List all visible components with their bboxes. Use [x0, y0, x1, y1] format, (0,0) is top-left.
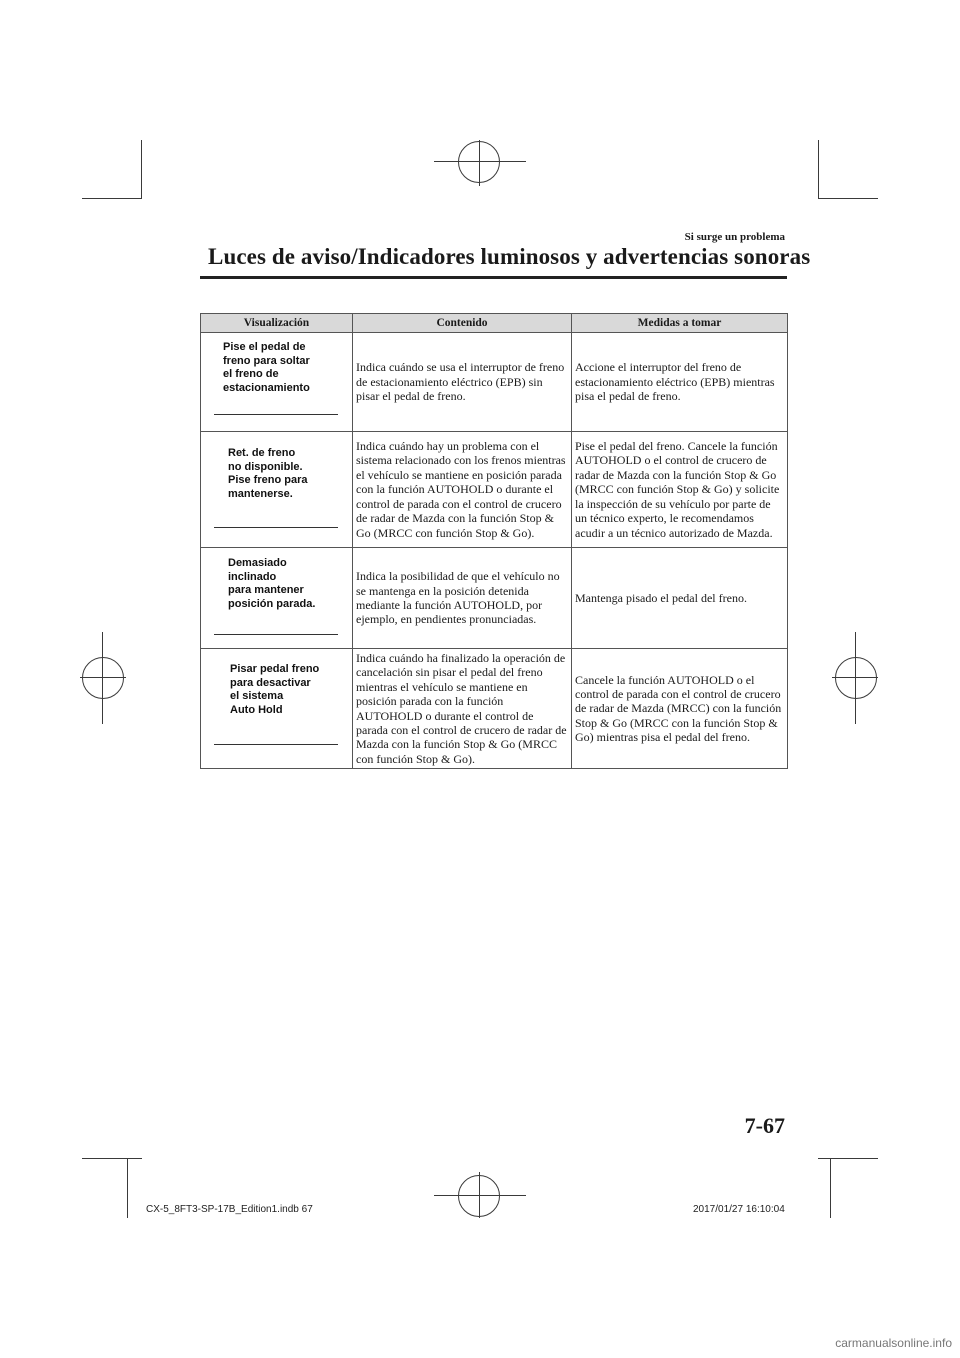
display-line: inclinado	[228, 570, 277, 583]
column-header-content: Contenido	[353, 314, 572, 333]
content-cell: Indica cuándo hay un problema con el sistema relacionado con los frenos mientras el vehículo se mantiene en posición parada con la función AUTOHOLD o durante el control de parada con el control de crucero de radar de Mazda con la función Stop & Go (MRCC con función Stop & Go).	[353, 432, 572, 548]
display-line: para desactivar	[230, 676, 311, 689]
table-row	[201, 333, 788, 432]
table-header-row	[201, 314, 788, 333]
display-line: Pise freno para	[228, 474, 308, 486]
table-row	[201, 432, 788, 548]
registration-mark	[82, 657, 124, 699]
display-underline	[214, 414, 338, 415]
display-line: Auto Hold	[230, 703, 283, 716]
crop-mark	[82, 1158, 142, 1159]
display-line: no disponible.	[228, 460, 303, 473]
action-cell: Cancele la función AUTOHOLD o el control de parada con el control de crucero de radar de Mazda (MRCC) con la función Stop & Go (MRCC con la función Stop & Go) mientras pisa el pedal del freno.	[572, 649, 788, 769]
display-cell	[201, 548, 353, 649]
footer-timestamp: 2017/01/27 16:10:04	[693, 1204, 785, 1215]
display-line: para mantener	[228, 584, 304, 596]
display-cell	[201, 432, 353, 548]
content-cell: Indica cuándo se usa el interruptor de freno de estacionamiento eléctrico (EPB) sin pisar el pedal de freno.	[353, 333, 572, 432]
title-rule	[200, 276, 787, 279]
action-cell: Mantenga pisado el pedal del freno.	[572, 548, 788, 649]
display-line: Demasiado	[228, 557, 287, 569]
page-number: 7-67	[744, 1113, 785, 1138]
crop-mark	[141, 140, 142, 198]
display-message	[230, 663, 319, 717]
display-underline	[214, 634, 338, 635]
display-line: Ret. de freno	[228, 447, 296, 459]
table-row	[201, 649, 788, 769]
display-message	[228, 447, 307, 501]
registration-mark	[835, 657, 877, 699]
display-line: mantenerse.	[228, 487, 293, 500]
display-message	[228, 557, 315, 611]
table-row	[201, 548, 788, 649]
action-cell: Pise el pedal del freno. Cancele la función AUTOHOLD o el control de crucero de radar de Mazda con la función Stop & Go (MRCC con función Stop & Go) y solicite la inspección de su vehículo por parte de un técnico experto, le recomendamos acudir a un técnico autorizado de Mazda.	[572, 432, 788, 548]
display-cell	[201, 333, 353, 432]
display-line: Pisar pedal freno	[230, 663, 320, 675]
action-cell: Accione el interruptor del freno de estacionamiento eléctrico (EPB) mientras pisa el pedal de freno.	[572, 333, 788, 432]
column-header-action: Medidas a tomar	[572, 314, 788, 333]
display-underline	[214, 744, 338, 745]
section-label: Si surge un problema	[684, 231, 785, 243]
crop-mark	[818, 1158, 878, 1159]
content-cell: Indica la posibilidad de que el vehículo no se mantenga en la posición detenida mediante la función AUTOHOLD, por ejemplo, en pendientes pronunciadas.	[353, 548, 572, 649]
crop-mark	[127, 1158, 128, 1218]
registration-mark	[458, 141, 500, 183]
display-cell	[201, 649, 353, 769]
registration-mark	[458, 1175, 500, 1217]
watermark: carmanualsonline.info	[835, 1336, 952, 1350]
content-cell: Indica cuándo ha finalizado la operación de cancelación sin pisar el pedal del freno mientras el vehículo se mantiene en posición parada con la función AUTOHOLD o durante el control de parada con el control de crucero de radar de Mazda con la función Stop & Go (MRCC con función Stop & Go).	[353, 649, 572, 769]
crop-mark	[818, 198, 878, 199]
display-line: freno para soltar	[223, 354, 310, 367]
column-header-display: Visualización	[201, 314, 353, 333]
crop-mark	[818, 140, 819, 198]
display-message	[223, 341, 310, 395]
page-title: Luces de aviso/Indicadores luminosos y advertencias sonoras	[208, 244, 811, 269]
crop-mark	[82, 198, 142, 199]
crop-mark	[830, 1158, 831, 1218]
display-underline	[214, 527, 338, 528]
display-line: estacionamiento	[223, 381, 310, 394]
warning-messages-table	[200, 313, 788, 769]
display-line: el freno de	[223, 368, 279, 380]
display-line: Pise el pedal de	[223, 341, 306, 353]
display-line: el sistema	[230, 690, 284, 702]
display-line: posición parada.	[228, 597, 316, 610]
footer-file: CX-5_8FT3-SP-17B_Edition1.indb 67	[146, 1204, 313, 1215]
